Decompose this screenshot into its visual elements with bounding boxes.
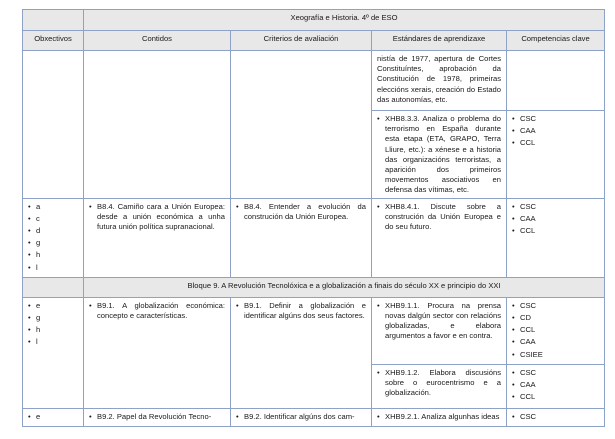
- competences-cell: [507, 364, 605, 408]
- objectives-list: [28, 412, 78, 422]
- standard-cell: [372, 364, 507, 408]
- competence-item: • CSC: [512, 202, 599, 212]
- competences-list: [512, 368, 599, 403]
- table-row: [23, 51, 605, 111]
- competence-item: • CAA: [512, 126, 599, 136]
- table-row: [23, 297, 605, 364]
- standard-text: • XHB9.1.1. Procura na prensa novas dalgún sector con relacións globalizadas, e elabora argumentos a favor e en contra.: [377, 301, 501, 342]
- competence-item: • CAA: [512, 214, 599, 224]
- competence-item: • CAA: [512, 337, 599, 347]
- competences-cell: [507, 297, 605, 364]
- objective-item: • h: [28, 325, 78, 335]
- objectives-cell: [23, 408, 84, 426]
- column-header-contents: Contidos: [84, 31, 231, 51]
- criteria-text: • B9.2. Identificar algúns dos cam-: [236, 412, 366, 422]
- objective-item: • a: [28, 202, 78, 212]
- competence-item: • CCL: [512, 226, 599, 236]
- standard-text: • XHB8.3.3. Analiza o problema do terrorismo en España durante esta etapa (ETA, GRAPO, Terra Lliure, etc.): a xénese e a historia das organizacións terroristas, a aparición dos primeiros movementos asociativos en defensa das vítimas, etc.: [377, 114, 501, 196]
- curriculum-table: [22, 9, 605, 427]
- objectives-list: [28, 301, 78, 348]
- competence-item: • CCL: [512, 392, 599, 402]
- column-header-row: [23, 31, 605, 51]
- column-header-competences: Competencias clave: [507, 31, 605, 51]
- competences-list: [512, 114, 599, 149]
- standard-cell: [372, 51, 507, 111]
- title-row: [23, 10, 605, 31]
- standard-cell: [372, 198, 507, 277]
- objective-item: • l: [28, 337, 78, 347]
- objective-item: • e: [28, 412, 78, 422]
- content-cell: [84, 297, 231, 408]
- block-corner-cell: [23, 277, 84, 297]
- competences-cell: [507, 111, 605, 199]
- competences-cell: [507, 51, 605, 111]
- objectives-cell: [23, 198, 84, 277]
- competences-list: [512, 202, 599, 237]
- content-text: • B8.4. Camiño cara a Unión Europea: desde a unión económica a unha futura unión política supranacional.: [89, 202, 225, 233]
- objective-item: • e: [28, 301, 78, 311]
- standard-cell: [372, 408, 507, 426]
- content-text: • B9.2. Papel da Revolución Tecno-: [89, 412, 225, 422]
- criteria-cell: [231, 297, 372, 408]
- objective-item: • h: [28, 250, 78, 260]
- table-row: [23, 408, 605, 426]
- criteria-cell: [231, 198, 372, 277]
- subject-title: Xeografía e Historia. 4º de ESO: [84, 10, 605, 31]
- block-header-row: [23, 277, 605, 297]
- standard-text: • XHB8.4.1. Discute sobre a construción da Unión Europea e do seu futuro.: [377, 202, 501, 233]
- standard-cell: [372, 111, 507, 199]
- competences-list: [512, 301, 599, 360]
- competence-item: • CAA: [512, 380, 599, 390]
- content-cell: [84, 408, 231, 426]
- criteria-text: • B8.4. Entender a evolución da construción da Unión Europea.: [236, 202, 366, 222]
- title-corner-cell: [23, 10, 84, 31]
- objective-item: • g: [28, 313, 78, 323]
- block-9-title: Bloque 9. A Revolución Tecnolóxica e a globalización a finais do século XX e principio do XXI: [84, 277, 605, 297]
- competence-item: • CD: [512, 313, 599, 323]
- standard-text: • XHB9.1.2. Elabora discusións sobre o eurocentrismo e a globalización.: [377, 368, 501, 399]
- objective-item: • l: [28, 263, 78, 273]
- objective-item: • d: [28, 226, 78, 236]
- content-text: • B9.1. A globalización económica: concepto e características.: [89, 301, 225, 321]
- competence-item: • CCL: [512, 138, 599, 148]
- column-header-criteria: Criterios de avaliación: [231, 31, 372, 51]
- column-header-standards: Estándares de aprendizaxe: [372, 31, 507, 51]
- competence-item: • CSC: [512, 368, 599, 378]
- objective-item: • c: [28, 214, 78, 224]
- objectives-cell: [23, 51, 84, 199]
- criteria-cell: [231, 51, 372, 199]
- column-header-objectives: Obxectivos: [23, 31, 84, 51]
- competences-cell: [507, 408, 605, 426]
- content-cell: [84, 198, 231, 277]
- table-row: [23, 198, 605, 277]
- standard-cell: [372, 297, 507, 364]
- competences-cell: [507, 198, 605, 277]
- standard-text: • XHB9.2.1. Analiza algunhas ideas: [377, 412, 501, 422]
- objectives-list: [28, 202, 78, 273]
- standard-text: nistía de 1977, apertura de Cortes Constituíntes, aprobación da Constitución de 1978, primeiras eleccións xerais, creación do Estado das autonomías, etc.: [377, 54, 501, 104]
- criteria-cell: [231, 408, 372, 426]
- competence-item: • CSC: [512, 301, 599, 311]
- content-cell: [84, 51, 231, 199]
- competence-item: • CSIEE: [512, 350, 599, 360]
- criteria-text: • B9.1. Definir a globalización e identificar algúns dos seus factores.: [236, 301, 366, 321]
- objective-item: • g: [28, 238, 78, 248]
- objectives-cell: [23, 297, 84, 408]
- competence-item: • CCL: [512, 325, 599, 335]
- competence-item: • CSC: [512, 114, 599, 124]
- competences-list: [512, 412, 599, 422]
- competence-item: • CSC: [512, 412, 599, 422]
